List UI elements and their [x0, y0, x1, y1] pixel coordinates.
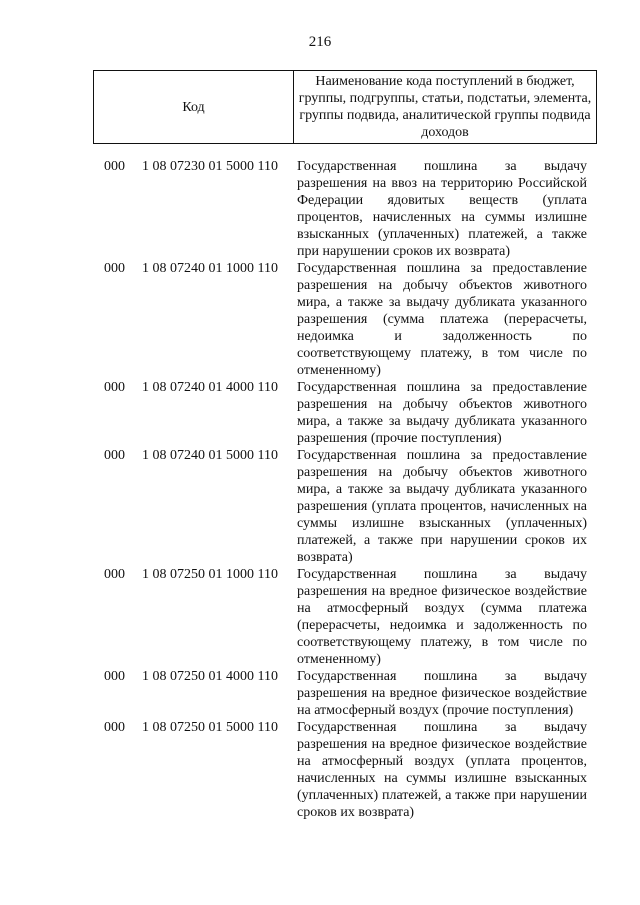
- revenue-code: 1 08 07250 01 4000 110: [142, 669, 278, 684]
- table-row: [0, 566, 640, 668]
- table-row: [0, 158, 640, 260]
- revenue-code: 1 08 07230 01 5000 110: [142, 159, 278, 174]
- revenue-code: 1 08 07250 01 1000 110: [142, 567, 278, 582]
- admin-code: 000: [104, 159, 125, 174]
- admin-code: 000: [104, 720, 125, 735]
- revenue-name: Государственная пошлина за выдачу разрешения на вредное физическое воздействие на атмосферный воздух (прочие поступления): [297, 669, 587, 718]
- revenue-name: Государственная пошлина за предоставление разрешения на добычу объектов животного мира, а также за выдачу дубликата указанного разрешения (уплата процентов, начисленных на суммы излишне взысканных (уплаченных) платежей, а также при нарушении сроков их возврата): [297, 448, 587, 565]
- header-name-column: Наименование кода поступлений в бюджет, группы, подгруппы, статьи, подстатьи, элемента, группы подвида, аналитической группы подвида доходов: [298, 74, 592, 140]
- revenue-name: Государственная пошлина за предоставление разрешения на добычу объектов животного мира, а также за выдачу дубликата указанного разрешения (сумма платежа (перерасчеты, недоимка и задолженность по соответствующему платежу, в том числе по отмененному): [297, 261, 587, 378]
- table-header: [93, 70, 597, 144]
- header-code-column: Код: [94, 71, 294, 143]
- table-row: [0, 668, 640, 719]
- revenue-code: 1 08 07240 01 5000 110: [142, 448, 278, 463]
- revenue-name: Государственная пошлина за выдачу разрешения на вредное физическое воздействие на атмосферный воздух (уплата процентов, начисленных на суммы излишне взысканных (уплаченных) платежей, а также при нарушении сроков их возврата): [297, 720, 587, 820]
- table-row: [0, 447, 640, 566]
- admin-code: 000: [104, 261, 125, 276]
- revenue-code: 1 08 07250 01 5000 110: [142, 720, 278, 735]
- admin-code: 000: [104, 448, 125, 463]
- admin-code: 000: [104, 567, 125, 582]
- revenue-code: 1 08 07240 01 4000 110: [142, 380, 278, 395]
- revenue-name: Государственная пошлина за выдачу разрешения на ввоз на территорию Российской Федерации ядовитых веществ (уплата процентов, начисленных на суммы излишне взысканных (уплаченных) платежей, а также при нарушении сроков их возврата): [297, 159, 587, 259]
- revenue-name: Государственная пошлина за предоставление разрешения на добычу объектов животного мира, а также за выдачу дубликата указанного разрешения (прочие поступления): [297, 380, 587, 446]
- table-body: [0, 158, 640, 821]
- admin-code: 000: [104, 380, 125, 395]
- admin-code: 000: [104, 669, 125, 684]
- page-number: 216: [308, 34, 332, 50]
- table-row: [0, 260, 640, 379]
- table-row: [0, 379, 640, 447]
- revenue-code: 1 08 07240 01 1000 110: [142, 261, 278, 276]
- table-row: [0, 719, 640, 821]
- revenue-name: Государственная пошлина за выдачу разрешения на вредное физическое воздействие на атмосферный воздух (сумма платежа (перерасчеты, недоимка и задолженность по соответствующему платежу, в том числе по отмененному): [297, 567, 587, 667]
